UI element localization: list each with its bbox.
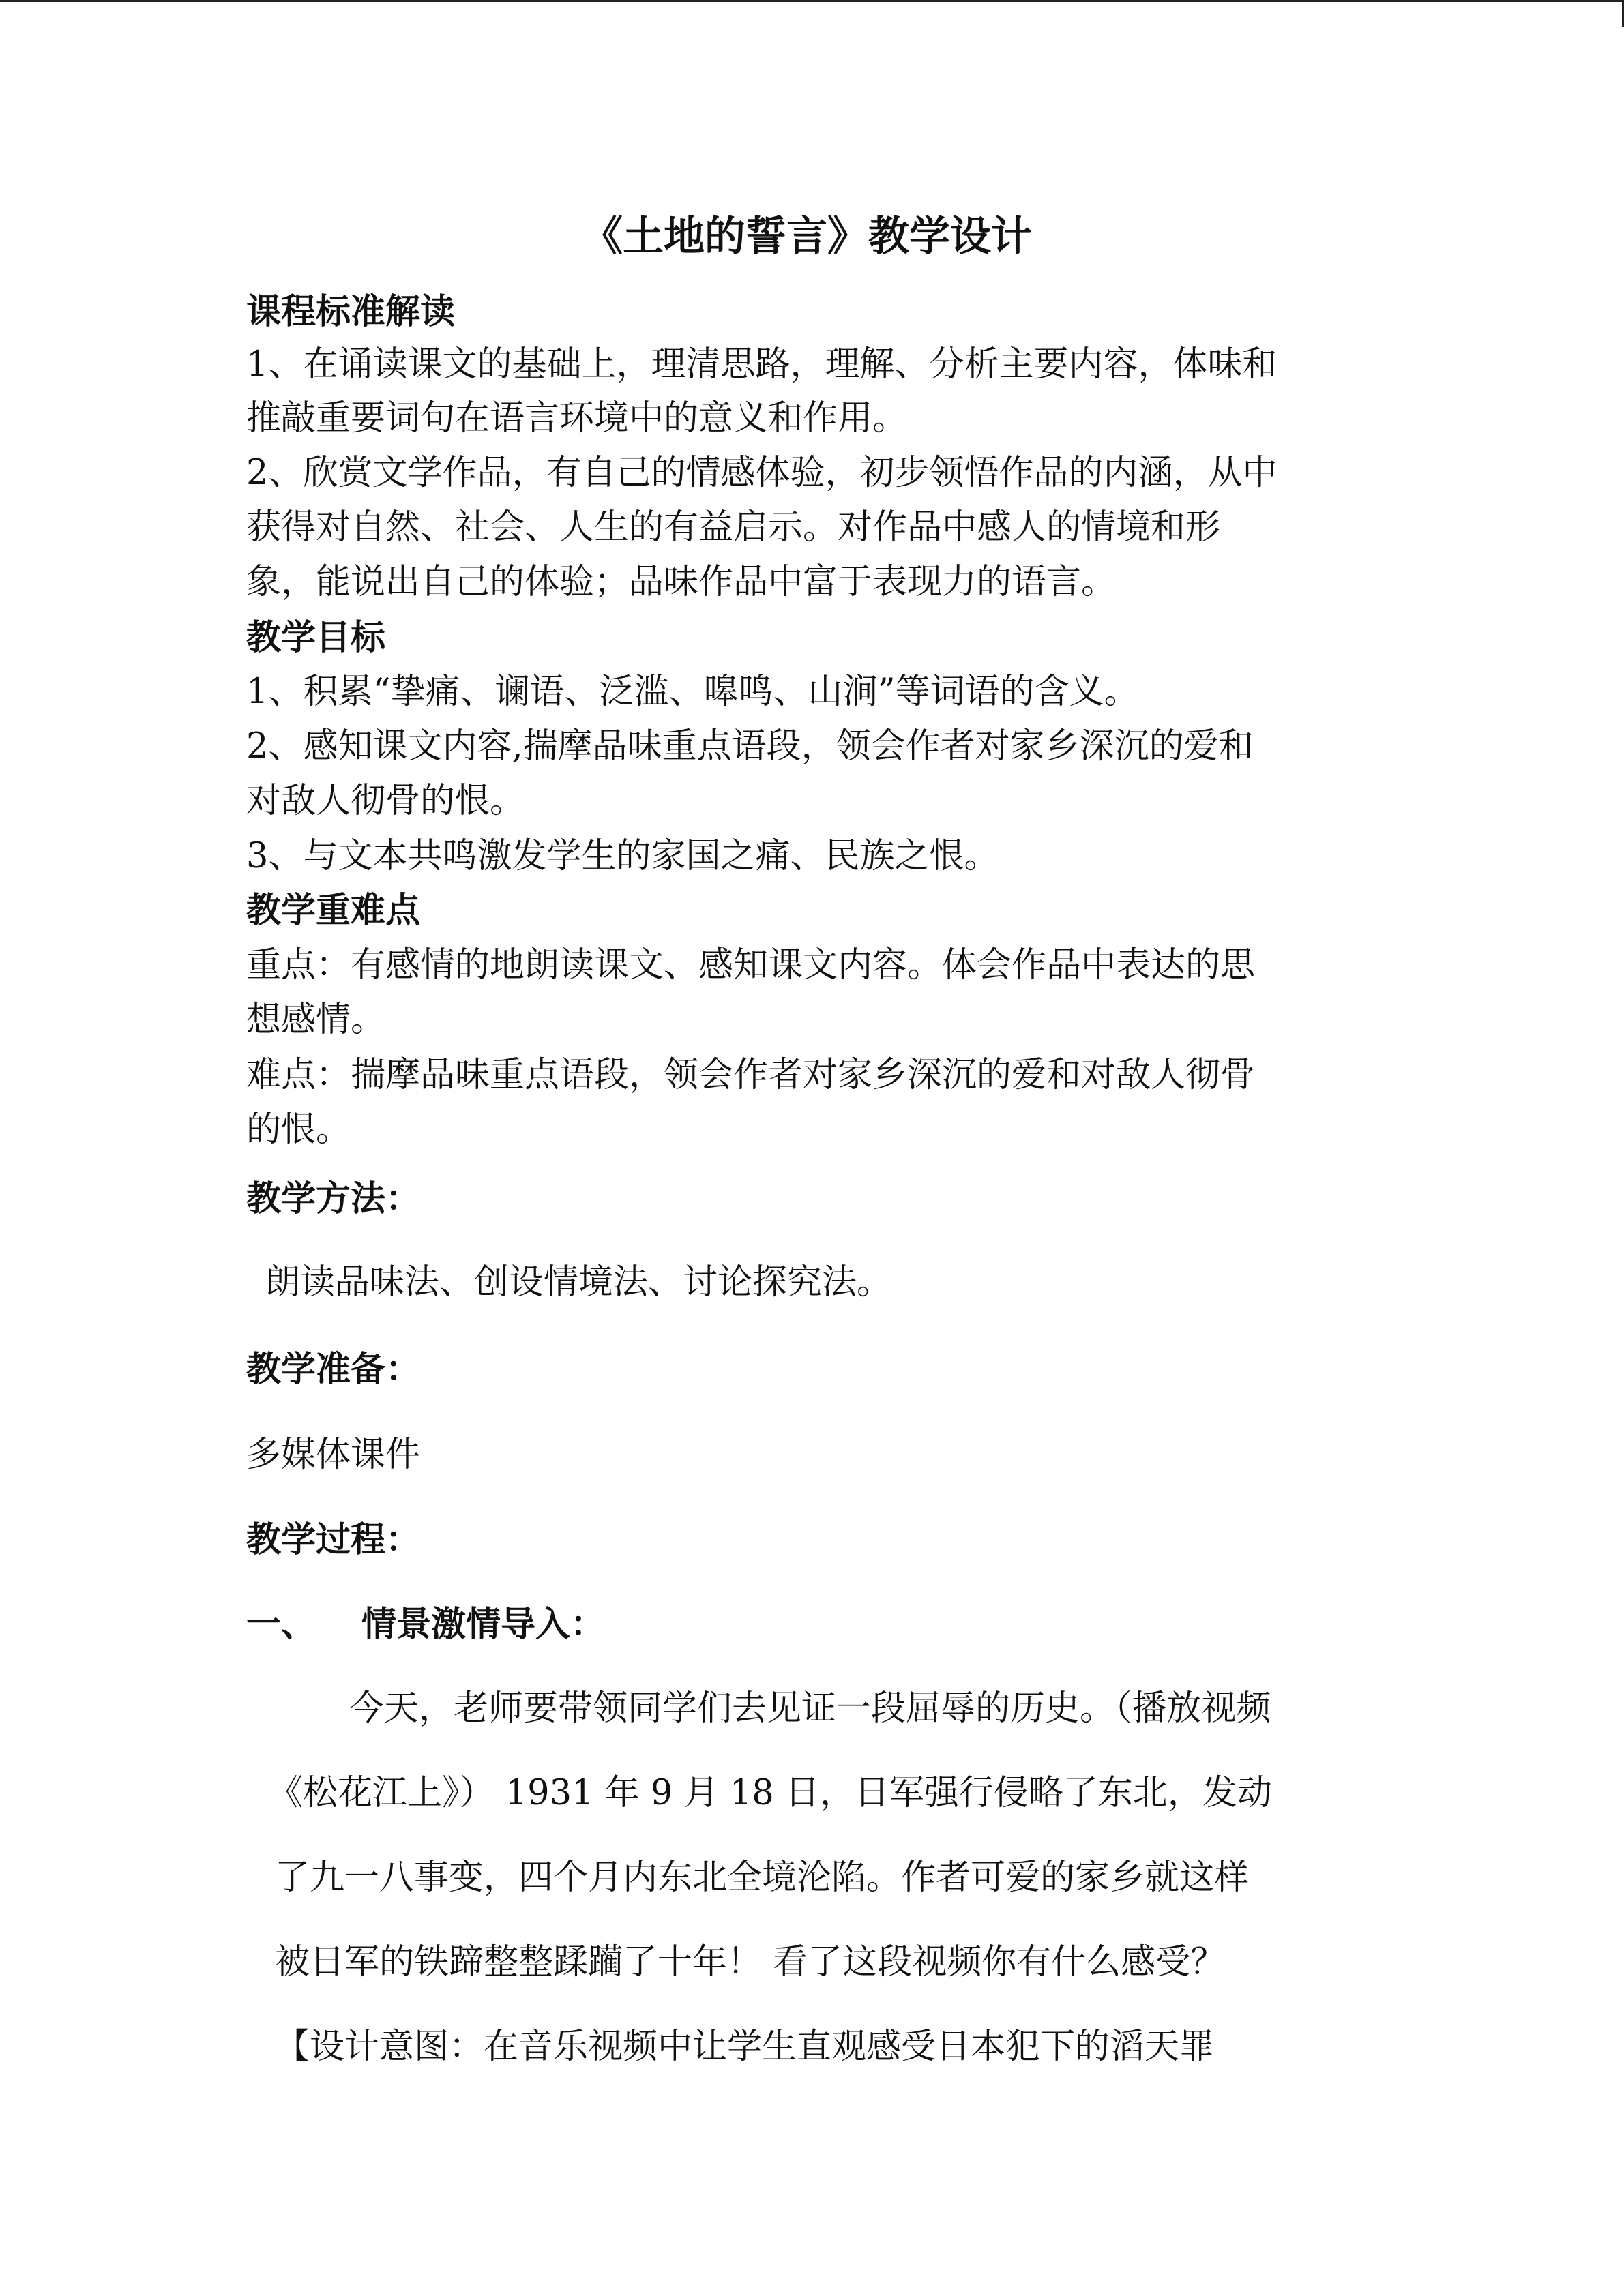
process-step-1-number: 一、	[246, 1605, 316, 1645]
process-step-1-title: 情景激情导入：	[361, 1605, 606, 1645]
process-paragraph-line-2: 《松花江上》） 1931 年 9 月 18 日，日军强行侵略了东北，发动	[268, 1773, 1272, 1813]
process-paragraph-line-1: 今天，老师要带领同学们去见证一段屈辱的历史。（播放视频	[349, 1688, 1271, 1729]
section-heading-process: 教学过程：	[246, 1520, 421, 1560]
goals-item-3: 3、与文本共鸣激发学生的家国之痛、民族之恨。	[246, 836, 999, 876]
standards-item-2-line-2: 获得对自然、社会、人生的有益启示。对作品中感人的情境和形	[246, 507, 1221, 548]
methods-text: 朗读品味法、创设情境法、讨论探究法。	[265, 1262, 892, 1302]
focus-line-2: 想感情。	[246, 1000, 386, 1040]
top-border	[0, 0, 1624, 2]
preparation-text: 多媒体课件	[246, 1435, 421, 1475]
standards-item-1-line-2: 推敲重要词句在语言环境中的意义和作用。	[246, 398, 908, 438]
section-heading-standards: 课程标准解读	[246, 292, 456, 332]
standards-item-2-line-3: 象，能说出自己的体验；品味作品中富于表现力的语言。	[246, 562, 1117, 602]
document-title: 《土地的誓言》教学设计	[582, 213, 1032, 260]
difficulty-line-2: 的恨。	[246, 1109, 351, 1150]
standards-item-2-line-1: 2、欣赏文学作品，有自己的情感体验，初步领悟作品的内涵，从中	[246, 453, 1278, 493]
section-heading-key-points: 教学重难点	[246, 891, 421, 931]
standards-item-1-line-1: 1、在诵读课文的基础上，理清思路，理解、分析主要内容，体味和	[246, 344, 1278, 385]
process-paragraph-line-4: 被日军的铁蹄整整蹂躏了十年！ 看了这段视频你有什么感受？	[275, 1942, 1226, 1982]
process-paragraph-line-3: 了九一八事变，四个月内东北全境沦陷。作者可爱的家乡就这样	[275, 1858, 1250, 1898]
section-heading-methods: 教学方法：	[246, 1179, 421, 1219]
goals-item-2-line-2: 对敌人彻骨的恨。	[246, 781, 525, 821]
goals-item-2-line-1: 2、感知课文内容,揣摩品味重点语段，领会作者对家乡深沉的爱和	[246, 726, 1254, 766]
design-intent-note: 【设计意图：在音乐视频中让学生直观感受日本犯下的滔天罪	[275, 2027, 1215, 2067]
goals-item-1: 1、积累“挚痛、谰语、泛滥、嗥鸣、山涧”等词语的含义。	[246, 672, 1139, 712]
section-heading-goals: 教学目标	[246, 618, 386, 658]
section-heading-preparation: 教学准备：	[246, 1350, 421, 1390]
difficulty-line-1: 难点：揣摩品味重点语段，领会作者对家乡深沉的爱和对敌人彻骨	[246, 1055, 1256, 1095]
focus-line-1: 重点：有感情的地朗读课文、感知课文内容。体会作品中表达的思	[246, 945, 1256, 985]
